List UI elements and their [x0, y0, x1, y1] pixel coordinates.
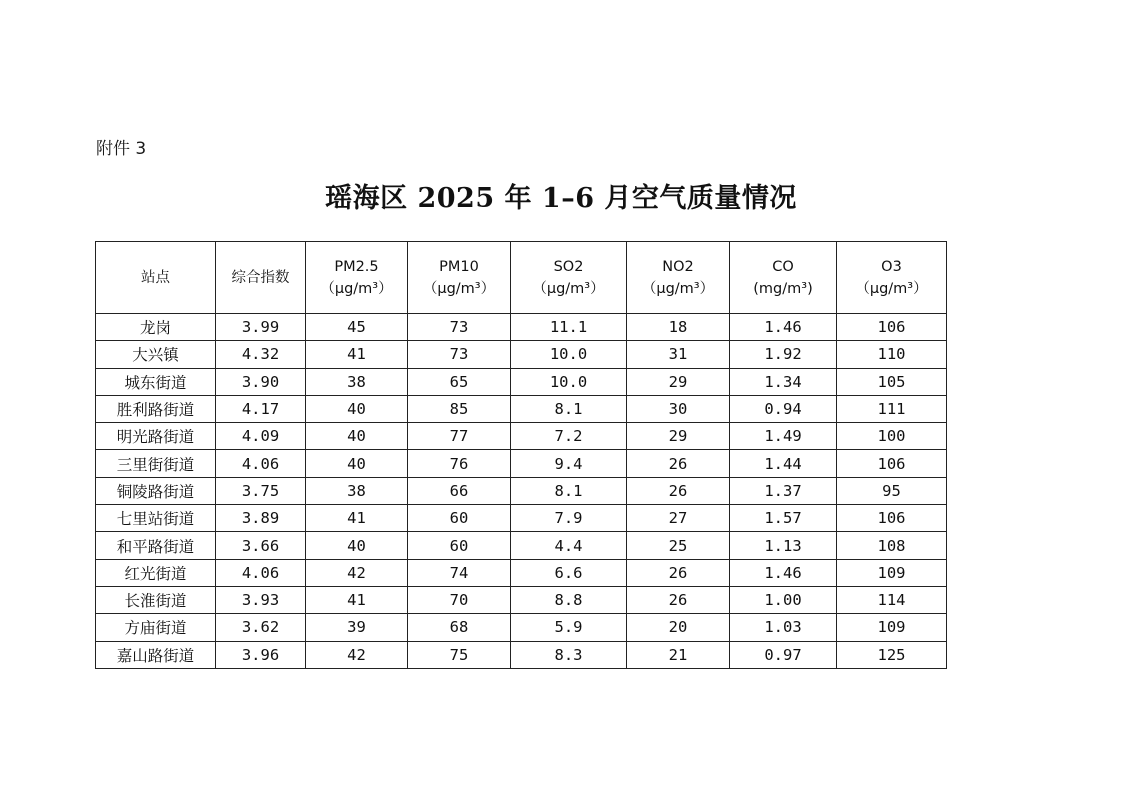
no2-cell: 26: [627, 477, 730, 504]
table-row: [96, 423, 947, 450]
station-cell: 城东街道: [96, 368, 216, 395]
station-cell: 龙岗: [96, 314, 216, 341]
o3-cell: 106: [837, 450, 947, 477]
station-cell: 七里站街道: [96, 505, 216, 532]
pm25-cell: 41: [306, 586, 408, 613]
header-station: [96, 242, 216, 314]
header-unit: （μg/m³）: [855, 280, 928, 297]
header-composite-index: [216, 242, 306, 314]
no2-cell: 21: [627, 641, 730, 668]
pm10-cell: 68: [408, 614, 511, 641]
no2-cell: 26: [627, 450, 730, 477]
table-row: [96, 532, 947, 559]
pm10-cell: 73: [408, 341, 511, 368]
pm10-cell: 70: [408, 586, 511, 613]
pm10-cell: 74: [408, 559, 511, 586]
no2-cell: 29: [627, 368, 730, 395]
no2-cell: 29: [627, 423, 730, 450]
header-unit: （μg/m³）: [422, 280, 496, 297]
header-unit: (mg/m³): [753, 280, 813, 297]
o3-cell: 108: [837, 532, 947, 559]
document-title: 瑶海区 2025 年 1–6 月空气质量情况: [325, 183, 797, 214]
pm25-cell: 41: [306, 505, 408, 532]
header-label: SO2: [553, 258, 584, 275]
composite-index-cell: 4.09: [216, 423, 306, 450]
table-body: [96, 314, 947, 669]
composite-index-cell: 4.17: [216, 395, 306, 422]
table-row: [96, 641, 947, 668]
table-row: [96, 586, 947, 613]
pm25-cell: 40: [306, 423, 408, 450]
composite-index-cell: 3.89: [216, 505, 306, 532]
table-row: [96, 505, 947, 532]
so2-cell: 11.1: [511, 314, 627, 341]
pm25-cell: 45: [306, 314, 408, 341]
composite-index-cell: 3.62: [216, 614, 306, 641]
header-label: 站点: [141, 269, 170, 286]
pm10-cell: 75: [408, 641, 511, 668]
so2-cell: 10.0: [511, 341, 627, 368]
so2-cell: 8.8: [511, 586, 627, 613]
no2-cell: 31: [627, 341, 730, 368]
pm10-cell: 73: [408, 314, 511, 341]
pm10-cell: 60: [408, 505, 511, 532]
table-row: [96, 477, 947, 504]
no2-cell: 26: [627, 559, 730, 586]
o3-cell: 106: [837, 505, 947, 532]
so2-cell: 8.1: [511, 477, 627, 504]
header-label: 综合指数: [231, 269, 290, 286]
pm25-cell: 42: [306, 559, 408, 586]
pm25-cell: 42: [306, 641, 408, 668]
co-cell: 1.57: [730, 505, 837, 532]
pm10-cell: 65: [408, 368, 511, 395]
pm10-cell: 76: [408, 450, 511, 477]
co-cell: 1.37: [730, 477, 837, 504]
header-co: [730, 242, 837, 314]
pm25-cell: 38: [306, 477, 408, 504]
co-cell: 1.00: [730, 586, 837, 613]
header-unit: （μg/m³）: [320, 280, 393, 297]
table-header-row: [96, 242, 947, 314]
so2-cell: 8.1: [511, 395, 627, 422]
o3-cell: 111: [837, 395, 947, 422]
composite-index-cell: 4.06: [216, 450, 306, 477]
header-pm10: [408, 242, 511, 314]
co-cell: 0.94: [730, 395, 837, 422]
so2-cell: 5.9: [511, 614, 627, 641]
co-cell: 1.13: [730, 532, 837, 559]
composite-index-cell: 4.06: [216, 559, 306, 586]
pm25-cell: 40: [306, 532, 408, 559]
o3-cell: 114: [837, 586, 947, 613]
composite-index-cell: 3.66: [216, 532, 306, 559]
air-quality-table: [95, 241, 947, 669]
no2-cell: 30: [627, 395, 730, 422]
table-row: [96, 314, 947, 341]
header-label: PM2.5: [334, 258, 379, 275]
station-cell: 长淮街道: [96, 586, 216, 613]
so2-cell: 4.4: [511, 532, 627, 559]
station-cell: 大兴镇: [96, 341, 216, 368]
no2-cell: 18: [627, 314, 730, 341]
station-cell: 铜陵路街道: [96, 477, 216, 504]
header-so2: [511, 242, 627, 314]
pm10-cell: 85: [408, 395, 511, 422]
o3-cell: 110: [837, 341, 947, 368]
pm10-cell: 77: [408, 423, 511, 450]
so2-cell: 7.9: [511, 505, 627, 532]
composite-index-cell: 3.93: [216, 586, 306, 613]
composite-index-cell: 3.75: [216, 477, 306, 504]
table-row: [96, 614, 947, 641]
table-row: [96, 395, 947, 422]
header-label: PM10: [439, 258, 479, 275]
pm10-cell: 60: [408, 532, 511, 559]
co-cell: 1.49: [730, 423, 837, 450]
pm25-cell: 40: [306, 450, 408, 477]
composite-index-cell: 3.99: [216, 314, 306, 341]
header-label: NO2: [662, 258, 694, 275]
o3-cell: 95: [837, 477, 947, 504]
so2-cell: 6.6: [511, 559, 627, 586]
o3-cell: 109: [837, 614, 947, 641]
station-cell: 胜利路街道: [96, 395, 216, 422]
co-cell: 1.44: [730, 450, 837, 477]
so2-cell: 10.0: [511, 368, 627, 395]
composite-index-cell: 3.96: [216, 641, 306, 668]
header-label: O3: [881, 258, 902, 275]
station-cell: 红光街道: [96, 559, 216, 586]
table-row: [96, 559, 947, 586]
annex-label: 附件 3: [96, 139, 147, 159]
co-cell: 0.97: [730, 641, 837, 668]
station-cell: 和平路街道: [96, 532, 216, 559]
co-cell: 1.34: [730, 368, 837, 395]
pm25-cell: 41: [306, 341, 408, 368]
table-row: [96, 450, 947, 477]
header-o3: [837, 242, 947, 314]
header-unit: （μg/m³）: [641, 280, 715, 297]
co-cell: 1.92: [730, 341, 837, 368]
table-row: [96, 368, 947, 395]
co-cell: 1.03: [730, 614, 837, 641]
station-cell: 嘉山路街道: [96, 641, 216, 668]
pm10-cell: 66: [408, 477, 511, 504]
no2-cell: 27: [627, 505, 730, 532]
so2-cell: 7.2: [511, 423, 627, 450]
header-label: CO: [772, 258, 794, 275]
so2-cell: 9.4: [511, 450, 627, 477]
co-cell: 1.46: [730, 314, 837, 341]
station-cell: 明光路街道: [96, 423, 216, 450]
composite-index-cell: 3.90: [216, 368, 306, 395]
o3-cell: 109: [837, 559, 947, 586]
o3-cell: 100: [837, 423, 947, 450]
pm25-cell: 40: [306, 395, 408, 422]
header-pm25: [306, 242, 408, 314]
table-row: [96, 341, 947, 368]
header-no2: [627, 242, 730, 314]
co-cell: 1.46: [730, 559, 837, 586]
composite-index-cell: 4.32: [216, 341, 306, 368]
no2-cell: 26: [627, 586, 730, 613]
o3-cell: 106: [837, 314, 947, 341]
station-cell: 方庙街道: [96, 614, 216, 641]
no2-cell: 25: [627, 532, 730, 559]
header-unit: （μg/m³）: [532, 280, 605, 297]
o3-cell: 105: [837, 368, 947, 395]
no2-cell: 20: [627, 614, 730, 641]
o3-cell: 125: [837, 641, 947, 668]
station-cell: 三里街街道: [96, 450, 216, 477]
pm25-cell: 38: [306, 368, 408, 395]
so2-cell: 8.3: [511, 641, 627, 668]
pm25-cell: 39: [306, 614, 408, 641]
